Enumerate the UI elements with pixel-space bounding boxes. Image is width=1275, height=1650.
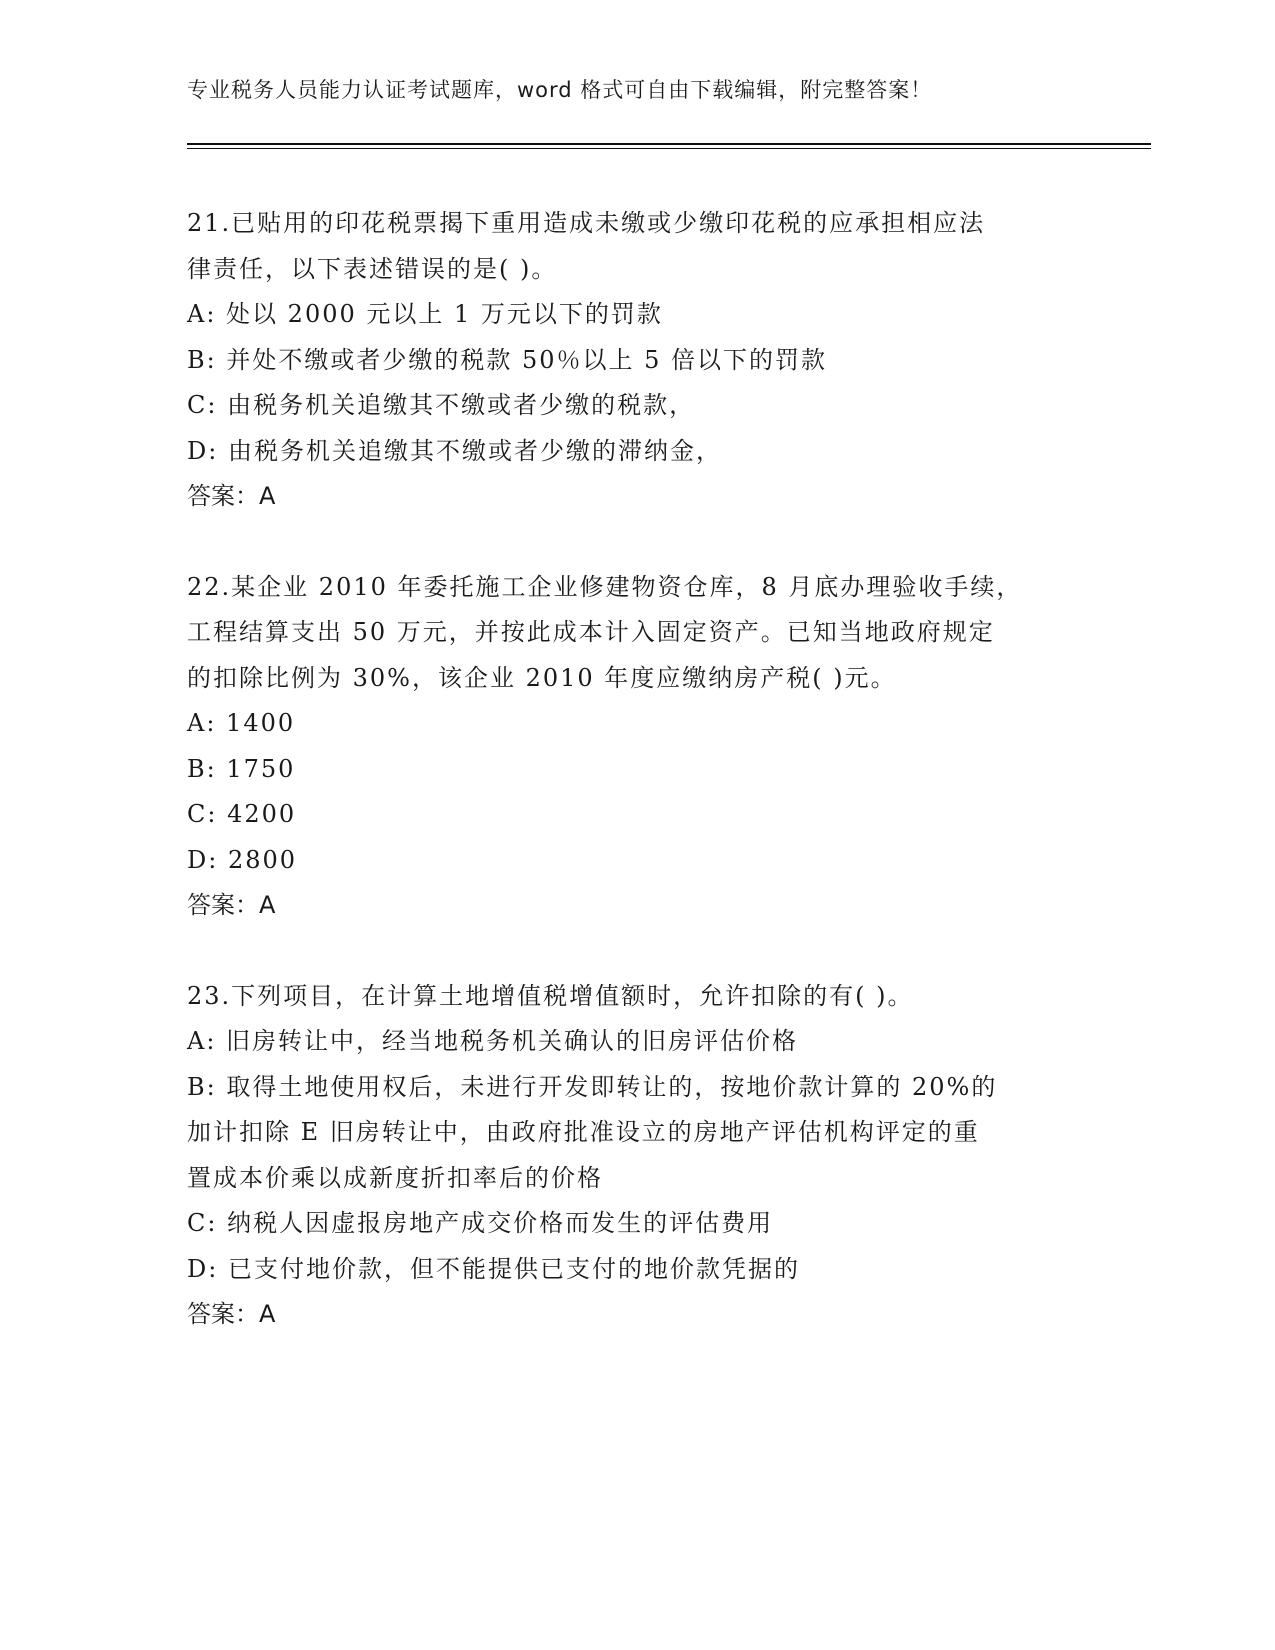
question-list [187, 201, 1087, 1383]
option-b-continued: 置成本价乘以成新度折扣率后的价格 [187, 1163, 603, 1192]
option-b: B: 1750 [187, 754, 296, 783]
option-a: A: 处以 2000 元以上 1 万元以下的罚款 [187, 300, 663, 328]
answer-line: 答案：A [187, 1300, 276, 1328]
option-d: D: 由税务机关追缴其不缴或者少缴的滞纳金， [187, 436, 722, 465]
question-stem-line: 律责任，以下表述错误的是( )。 [187, 254, 558, 283]
option-a: A: 旧房转让中，经当地税务机关确认的旧房评估价格 [187, 1027, 799, 1055]
answer-line: 答案：A [187, 891, 276, 919]
option-c: C: 纳税人因虚报房地产成交价格而发生的评估费用 [187, 1209, 774, 1237]
page-header: 专业税务人员能力认证考试题库，word 格式可自由下载编辑，附完整答案！ [187, 78, 933, 102]
option-b: B: 并处不缴或者少缴的税款 50％以上 5 倍以下的罚款 [187, 345, 828, 374]
option-c: C: 4200 [187, 800, 297, 828]
answer-line: 答案：A [187, 482, 276, 510]
question-stem-line: 工程结算支出 50 万元，并按此成本计入固定资产。已知当地政府规定 [187, 618, 995, 646]
question-23 [187, 974, 1087, 1338]
question-stem-line: 23.下列项目，在计算土地增值税增值额时，允许扣除的有( )。 [187, 981, 914, 1010]
option-c: C: 由税务机关追缴其不缴或者少缴的税款， [187, 391, 696, 419]
option-d: D: 2800 [187, 845, 298, 874]
question-22 [187, 565, 1087, 929]
question-stem-line: 的扣除比例为 30%，该企业 2010 年度应缴纳房产税( )元。 [187, 663, 897, 692]
option-b-continued: 加计扣除 E 旧房转让中，由政府批准设立的房地产评估机构评定的重 [187, 1118, 980, 1146]
option-b: B: 取得土地使用权后，未进行开发即转让的，按地价款计算的 20%的 [187, 1072, 998, 1101]
option-a: A: 1400 [187, 709, 296, 737]
header-divider [187, 143, 1151, 149]
option-d: D: 已支付地价款，但不能提供已支付的地价款凭据的 [187, 1254, 800, 1283]
question-stem-line: 21.已贴用的印花税票揭下重用造成未缴或少缴印花税的应承担相应法 [187, 209, 986, 237]
question-stem-line: 22.某企业 2010 年委托施工企业修建物资仓库，8 月底办理验收手续， [187, 572, 1023, 601]
question-21 [187, 201, 1087, 520]
